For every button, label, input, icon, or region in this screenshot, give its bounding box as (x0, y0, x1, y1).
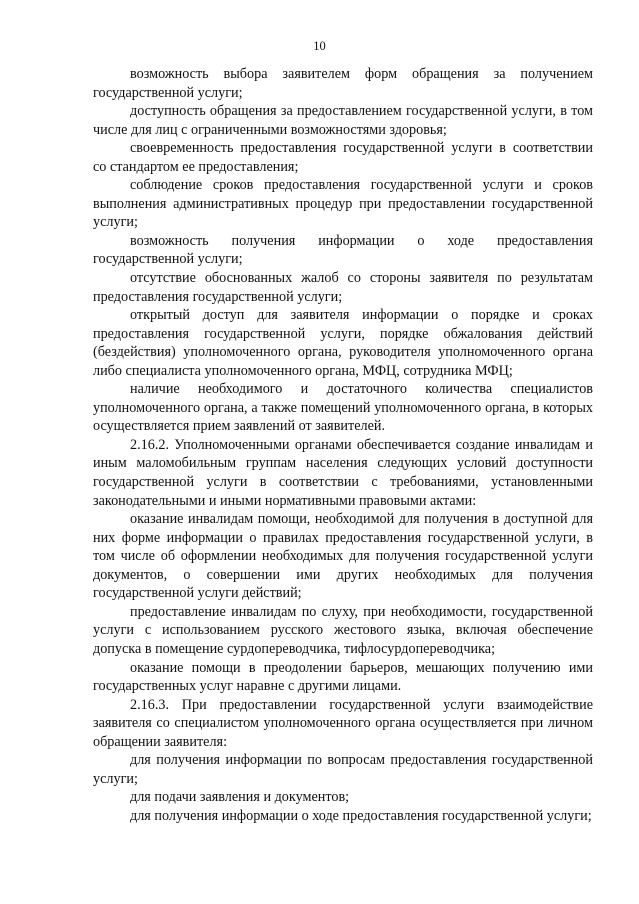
paragraph-progress-info: возможность получения информации о ходе предоставления государственной услуги; (93, 232, 593, 268)
paragraph-accessibility: доступность обращения за предоставлением государственной услуги, в том числе для лиц с ограниченными возможностями здоровья; (93, 103, 593, 138)
paragraph-progress-request: для получения информации о ходе предоставления государственной услуги; (130, 807, 592, 824)
paragraph-deadlines: соблюдение сроков предоставления государственной услуги и сроков выполнения административных процедур при предоставлении государственной услуги; (93, 177, 593, 231)
document-body (93, 65, 593, 825)
paragraph-staff-premises: наличие необходимого и достаточного количества специалистов уполномоченного органа, а также помещений уполномоченного органа, в которых осуществляется прием заявлений от заявителей. (93, 381, 593, 435)
paragraph-sign-language: предоставление инвалидам по слуху, при необходимости, государственной услуги с использованием русского жестового языка, включая обеспечение допуска в помещение сурдопереводчика, тифлосурдопереводчика; (93, 603, 593, 657)
paragraph-form-choice: возможность выбора заявителем форм обращения за получением государственной услуги; (93, 66, 593, 101)
paragraph-disabled-assistance: оказание инвалидам помощи, необходимой для получения в доступной для них форме информации о правилах предоставления государственной услуги, в том числе об оформлении необходимых для получения государственной услуги документов, о совершении ими других необходимых для получения государственной услуги действий; (93, 511, 593, 602)
paragraph-section-2-16-2: 2.16.2. Уполномоченными органами обеспечивается создание инвалидам и иным маломобильным группам населения следующих условий доступности государственной услуги в соответствии с требованиями, установленными законодательными и иными нормативными правовыми актами: (93, 436, 593, 509)
paragraph-submit-documents: для подачи заявления и документов; (130, 789, 350, 806)
paragraph-info-questions: для получения информации по вопросам предоставления государственной услуги; (93, 752, 593, 787)
paragraph-barriers: оказание помощи в преодолении барьеров, мешающих получению ими государственных услуг наравне с другими лицами. (93, 659, 593, 695)
paragraph-open-access: открытый доступ для заявителя информации о порядке и сроках предоставления государственной услуги, порядке обжалования действий (бездействия) уполномоченного органа, руководителя уполномоченного органа либо специалиста уполномоченного органа, МФЦ, сотрудника МФЦ; (93, 307, 593, 379)
paragraph-no-complaints: отсутствие обоснованных жалоб со стороны заявителя по результатам предоставления государственной услуги; (93, 270, 593, 305)
paragraph-timeliness: своевременность предоставления государственной услуги в соответствии со стандартом ее предоставления; (93, 140, 593, 175)
page-number: 10 (313, 39, 326, 53)
paragraph-section-2-16-3: 2.16.3. При предоставлении государственной услуги взаимодействие заявителя со специалистом уполномоченного органа осуществляется при личном обращении заявителя: (93, 696, 593, 750)
